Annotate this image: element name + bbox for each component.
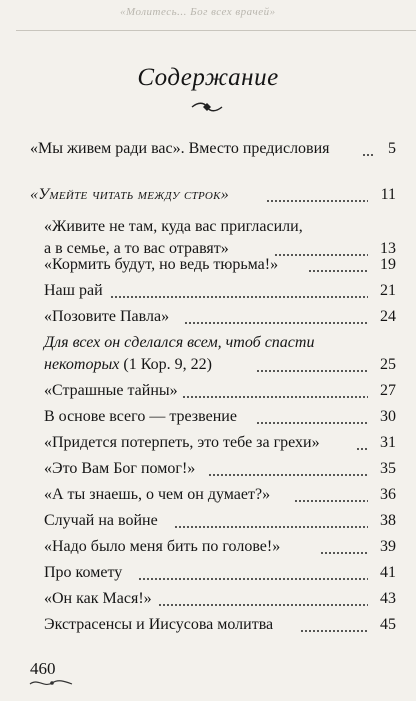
dot-leader: [110, 296, 368, 298]
toc-entry-page: 24: [380, 308, 396, 325]
dot-leader: [300, 630, 368, 632]
toc-entry-title: «А ты знаешь, о чем он думает?»: [44, 486, 271, 503]
dot-leader: [184, 322, 368, 324]
dot-leader: [256, 370, 368, 372]
toc-entry-page: 13: [380, 240, 396, 257]
toc-entry-title: «Придется потерпеть, это тебе за грехи»: [44, 434, 320, 451]
dot-leader: [182, 396, 368, 398]
toc-entry-title-line2: [44, 354, 212, 376]
toc-entry[interactable]: [30, 562, 396, 584]
toc-entry-title: «Страшные тайны»: [44, 382, 178, 399]
dot-leader: [356, 448, 368, 450]
toc-entry-page: 11: [380, 186, 396, 203]
toc-entry[interactable]: [30, 510, 396, 532]
toc-entry-page: 19: [380, 256, 396, 273]
toc-entry[interactable]: [30, 280, 396, 302]
dot-leader: [320, 552, 368, 554]
toc-entry-title: Про комету: [44, 564, 123, 581]
toc-entry[interactable]: [30, 380, 396, 402]
toc-section-entry[interactable]: [30, 184, 396, 206]
dot-leader: [138, 578, 368, 580]
toc-entry[interactable]: [30, 306, 396, 328]
toc-entry[interactable]: [30, 484, 396, 506]
toc-entry-page: 41: [380, 564, 396, 581]
toc-entry-page: 31: [380, 434, 396, 451]
toc-entry-title: «Умейте читать между строк»: [30, 186, 230, 203]
flourish-ornament-icon: [190, 100, 224, 114]
toc-entry-title-line1: Для всех он сделался всем, чтоб спасти: [44, 334, 315, 351]
toc-entry-title: «Мы живем ради вас». Вместо предисловия: [30, 140, 330, 157]
toc-entry-page: 39: [380, 538, 396, 555]
footer-flourish-icon: [28, 676, 74, 690]
toc-entry[interactable]: [30, 614, 396, 636]
toc-entry-title: Наш рай: [44, 282, 103, 299]
toc-entry-title: Экстрасенсы и Иисусова молитва: [44, 616, 274, 633]
dot-leader: [308, 270, 368, 272]
dot-leader: [174, 526, 368, 528]
toc-entry-page: 30: [380, 408, 396, 425]
toc-entry[interactable]: [30, 458, 396, 480]
toc-entry-page: 25: [380, 356, 396, 373]
toc-entry-title-italic: некоторых: [44, 356, 120, 373]
toc-entry-page: 45: [380, 616, 396, 633]
toc-entry-title-line2: а в семье, а то вас отравят»: [44, 240, 229, 257]
toc-entry[interactable]: [30, 588, 396, 610]
toc-entry-title: Случай на войне: [44, 512, 158, 529]
toc-entry-title: «Он как Мася!»: [44, 590, 152, 607]
toc-entry-page: 21: [380, 282, 396, 299]
toc-entry[interactable]: [30, 332, 396, 376]
dot-leader: [362, 154, 374, 156]
toc-entry-title: В основе всего — трезвение: [44, 408, 237, 425]
toc-entry-page: 43: [380, 590, 396, 607]
toc-entry-title: «Это Вам Бог помог!»: [44, 460, 196, 477]
page-title: Содержание: [137, 64, 279, 91]
toc-entry-page: 5: [388, 140, 396, 157]
toc-entry[interactable]: [30, 432, 396, 454]
page-number: 460: [30, 659, 56, 678]
dot-leader: [208, 474, 368, 476]
toc-entry-title-reference: (1 Кор. 9, 22): [119, 356, 212, 373]
toc-entry-page: 35: [380, 460, 396, 477]
toc-entry-page: 27: [380, 382, 396, 399]
toc-entry[interactable]: [30, 536, 396, 558]
toc-entry-page: 38: [380, 512, 396, 529]
toc-entry-title: «Надо было меня бить по голове!»: [44, 538, 281, 555]
dot-leader: [294, 500, 368, 502]
dot-leader: [266, 200, 368, 202]
header-rule: [16, 30, 416, 31]
running-head: «Молитесь... Бог всех врачей»: [120, 6, 276, 18]
dot-leader: [256, 422, 368, 424]
toc-entry-title-line1: «Живите не там, куда вас пригласили,: [44, 218, 303, 235]
toc-entry[interactable]: [30, 406, 396, 428]
toc-entry[interactable]: [30, 138, 396, 160]
toc-entry-page: 36: [380, 486, 396, 503]
toc-entry-title: «Кормить будут, но ведь тюрьма!»: [44, 256, 279, 273]
toc-entry-title: «Позовите Павла»: [44, 308, 170, 325]
toc-entry[interactable]: [30, 254, 396, 276]
dot-leader: [158, 604, 368, 606]
